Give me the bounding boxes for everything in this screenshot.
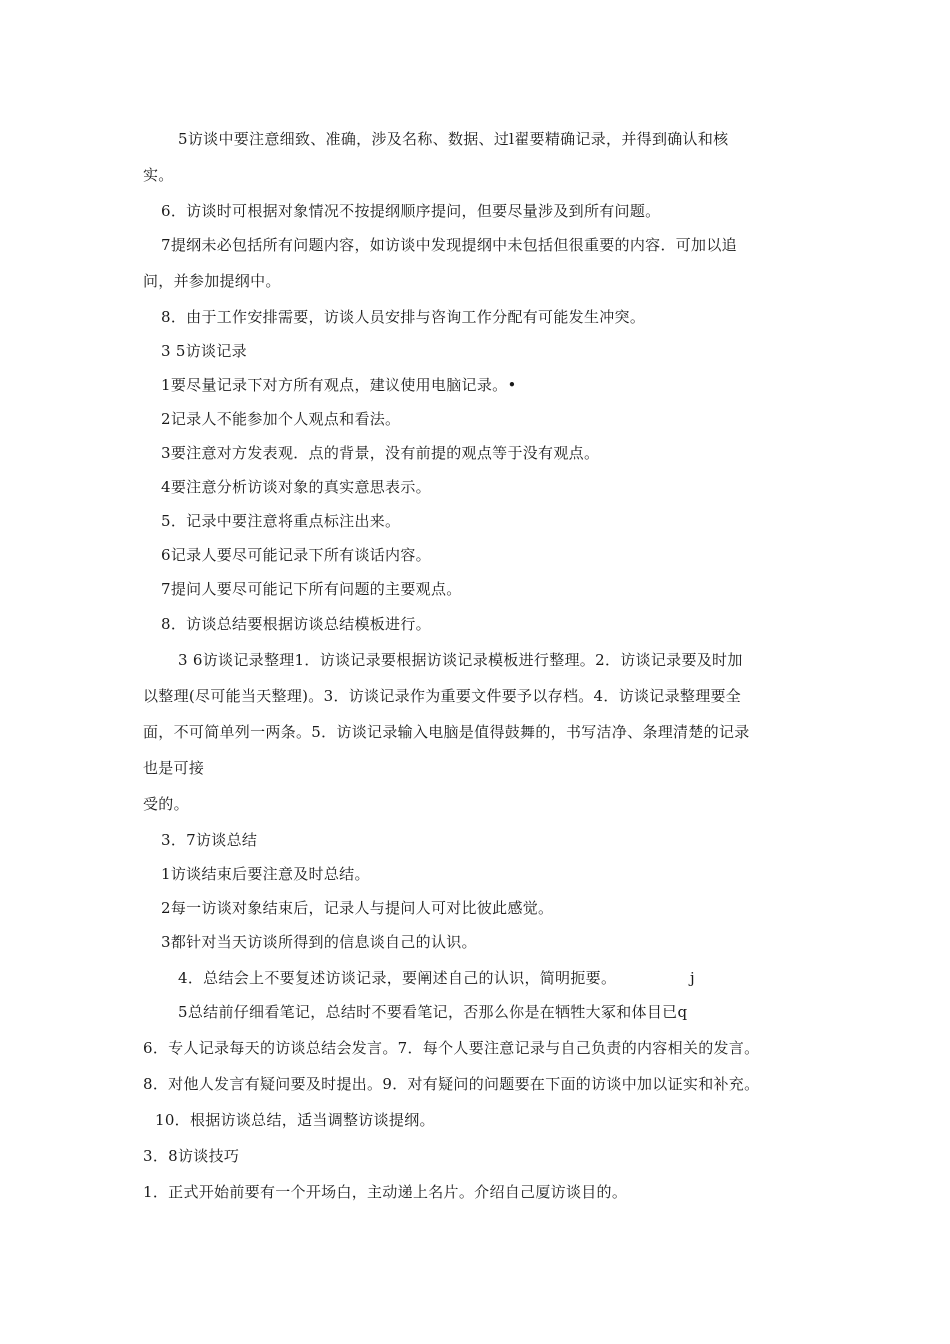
section-heading: 3．7访谈总结 (161, 831, 258, 849)
text-line: 3都针对当天访谈所得到的信息谈自己的认识。 (161, 933, 477, 951)
text-line: 3 6访谈记录整理1．访谈记录要根据访谈记录模板进行整理。2．访谈记录要及时加 (178, 651, 743, 669)
text-line: 8．由于工作安排需要，访谈人员安排与咨询工作分配有可能发生冲突。 (161, 308, 646, 326)
text-line: 也是可接 (143, 759, 205, 777)
text-line: 5．记录中要注意将重点标注出来。 (161, 512, 401, 530)
text-line: 1．正式开始前要有一个开场白，主动递上名片。介绍自己厦访谈目的。 (143, 1183, 628, 1201)
text-line: 10．根据访谈总结，适当调整访谈提纲。 (155, 1111, 435, 1129)
text-line: 6记录人要尽可能记录下所有谈话内容。 (161, 546, 431, 564)
text-line: 受的。 (143, 795, 189, 813)
text-line: 4要注意分析访谈对象的真实意思表示。 (161, 478, 431, 496)
text-line: 实。 (143, 166, 174, 184)
text-line: 6．专人记录每天的访谈总结会发言。7．每个人要注意记录与自己负责的内容相关的发言。 (143, 1039, 760, 1057)
text-line: 1要尽量记录下对方所有观点，建议使用电脑记录。• (161, 376, 517, 394)
text-line: 5总结前仔细看笔记，总结时不要看笔记，否那么你是在牺牲大冢和体目已q (178, 1003, 688, 1021)
text-line: 面，不可简单列一两条。5．访谈记录输入电脑是值得鼓舞的，书写洁净、条理清楚的记录 (143, 723, 750, 741)
text-line: 8．对他人发言有疑问要及时提出。9．对有疑问的问题要在下面的访谈中加以证实和补充。 (143, 1075, 760, 1093)
text-line: 7提问人要尽可能记下所有问题的主要观点。 (161, 580, 462, 598)
text-line: 问，并参加提纲中。 (143, 272, 281, 290)
text-line: 5访谈中要注意细致、准确，涉及名称、数据、过l翟要精确记录，并得到确认和核 (178, 130, 729, 148)
text-line: 3要注意对方发表观．点的背景，没有前提的观点等于没有观点。 (161, 444, 600, 462)
text-line: 7提纲未必包括所有问题内容，如访谈中发现提纲中未包括但很重要的内容．可加以追 (161, 236, 737, 254)
section-heading: 3．8访谈技巧 (143, 1147, 240, 1165)
text-line: 4．总结会上不要复述访谈记录，要阐述自己的认识，简明扼要。 (178, 969, 617, 987)
text-line: 6．访谈时可根据对象情况不按提纲顺序提问，但要尽量涉及到所有问题。 (161, 202, 661, 220)
text-line: 8．访谈总结要根据访谈总结模板进行。 (161, 615, 431, 633)
text-line: 2记录人不能参加个人观点和看法。 (161, 410, 401, 428)
stray-mark: j (690, 969, 695, 987)
text-line: 以整理(尽可能当天整理)。3．访谈记录作为重要文件要予以存档。4．访谈记录整理要全 (143, 687, 742, 705)
text-line: 1访谈结束后要注意及时总结。 (161, 865, 370, 883)
text-line: 2每一访谈对象结束后，记录人与提问人可对比彼此感觉。 (161, 899, 554, 917)
section-heading: 3 5访谈记录 (161, 342, 247, 360)
